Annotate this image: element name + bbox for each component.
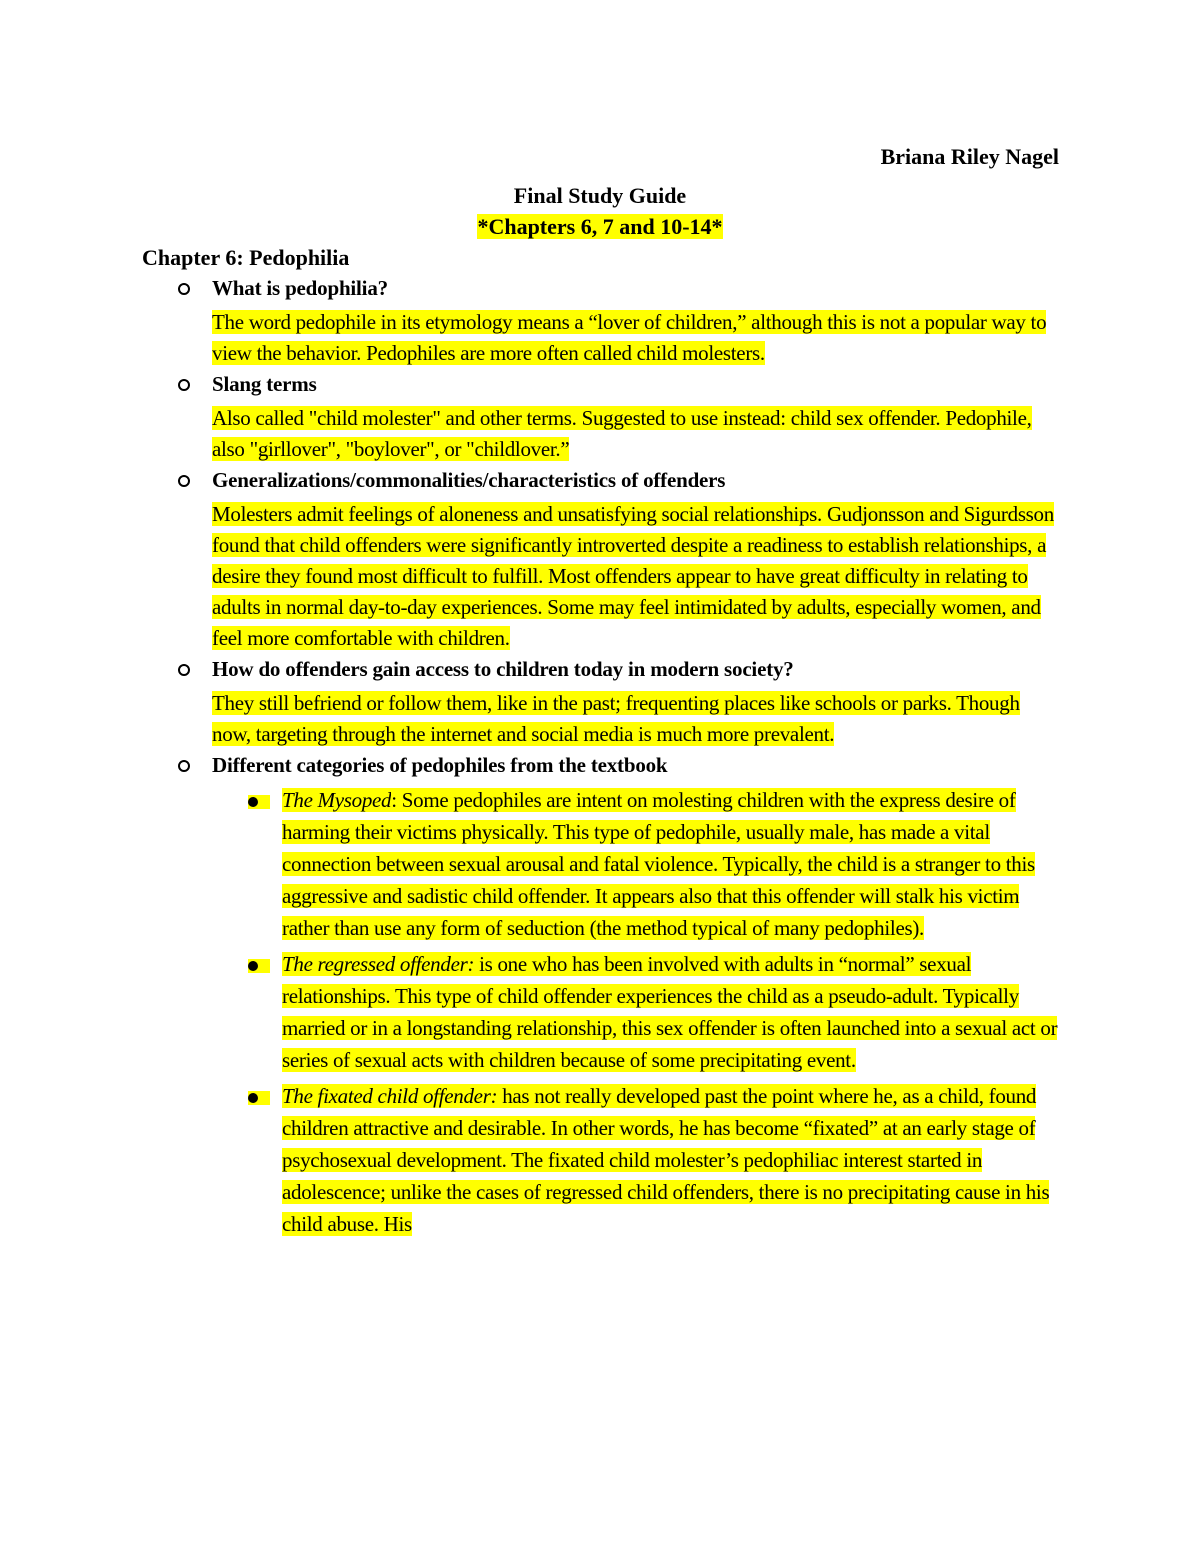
category-description: is one who has been involved with adults in “normal” sexual relationships. This type of child offender experiences the child as a pseudo-adult. Typically married or in a longstanding relationship, this sex offender is often launched into a sexual act or series of sexual acts with children because of some precipitating event. xyxy=(282,952,1058,1072)
section-question: Different categories of pedophiles from the textbook xyxy=(212,753,668,777)
category-term: The Mysoped xyxy=(282,788,392,812)
answer-highlight: They still befriend or follow them, like in the past; frequenting places like schools or parks. Though now, targeting through the internet and social media is much more prevalent. xyxy=(212,691,1020,746)
document-title: Final Study Guide xyxy=(513,183,687,208)
section-answer xyxy=(212,688,1062,750)
filled-bullet-icon xyxy=(248,795,270,809)
category-term: The regressed offender: xyxy=(282,952,475,976)
hollow-bullet-icon xyxy=(178,283,190,295)
section-answer xyxy=(212,307,1062,369)
answer-highlight: The word pedophile in its etymology means a “lover of children,” although this is not a popular way to view the behavior. Pedophiles are more often called child molesters. xyxy=(212,310,1047,365)
section-answer xyxy=(212,499,1062,654)
category-highlight xyxy=(282,788,1035,940)
section-item xyxy=(142,750,1062,1240)
section-question: Generalizations/commonalities/characteristics of offenders xyxy=(212,468,726,492)
author-name: Briana Riley Nagel xyxy=(880,144,1059,169)
section-item xyxy=(142,369,1062,465)
category-item xyxy=(212,1080,1062,1240)
chapter-heading: Chapter 6: Pedophilia xyxy=(142,245,350,270)
hollow-bullet-icon xyxy=(178,664,190,676)
section-question: Slang terms xyxy=(212,372,317,396)
category-highlight xyxy=(282,1084,1049,1236)
answer-highlight: Molesters admit feelings of aloneness and unsatisfying social relationships. Gudjonsson and Sigurdsson found that child offenders were significantly introverted despite a readiness to establish relationships, a desire they found most difficult to fulfill. Most offenders appear to have great difficulty in relating to adults in normal day-to-day experiences. Some may feel intimidated by adults, especially women, and feel more comfortable with children. xyxy=(212,502,1054,650)
category-text xyxy=(282,1080,1062,1240)
section-item xyxy=(142,273,1062,369)
answer-highlight: Also called "child molester" and other terms. Suggested to use instead: child sex offender. Pedophile, also "girllover", "boylover", or "childlover.” xyxy=(212,406,1032,461)
filled-bullet-icon xyxy=(248,1091,270,1105)
category-item xyxy=(212,784,1062,944)
section-answer xyxy=(212,403,1062,465)
section-question: What is pedophilia? xyxy=(212,276,388,300)
section-item xyxy=(142,654,1062,750)
category-highlight xyxy=(282,952,1057,1072)
category-list xyxy=(212,784,1062,1240)
category-description: has not really developed past the point where he, as a child, found children attractive and desirable. In other words, he has become “fixated” at an early stage of psychosexual development. The fixated child molester’s pedophiliac interest started in adolescence; unlike the cases of regressed child offenders, there is no precipitating cause in his child abuse. His xyxy=(282,1084,1050,1236)
hollow-bullet-icon xyxy=(178,475,190,487)
category-text xyxy=(282,784,1062,944)
filled-bullet-icon xyxy=(248,959,270,973)
document-subtitle xyxy=(0,211,1200,242)
subtitle-highlight: *Chapters 6, 7 and 10-14* xyxy=(477,214,723,239)
category-text xyxy=(282,948,1062,1076)
hollow-bullet-icon xyxy=(178,760,190,772)
category-description: : Some pedophiles are intent on molesting children with the express desire of harming their victims physically. This type of pedophile, usually male, has made a vital connection between sexual arousal and fatal violence. Typically, the child is a stranger to this aggressive and sadistic child offender. It appears also that this offender will stalk his victim rather than use any form of seduction (the method typical of many pedophiles). xyxy=(282,788,1035,940)
section-list xyxy=(142,273,1062,1244)
section-question: How do offenders gain access to children today in modern society? xyxy=(212,657,794,681)
category-item xyxy=(212,948,1062,1076)
hollow-bullet-icon xyxy=(178,379,190,391)
category-term: The fixated child offender: xyxy=(282,1084,498,1108)
section-item xyxy=(142,465,1062,654)
